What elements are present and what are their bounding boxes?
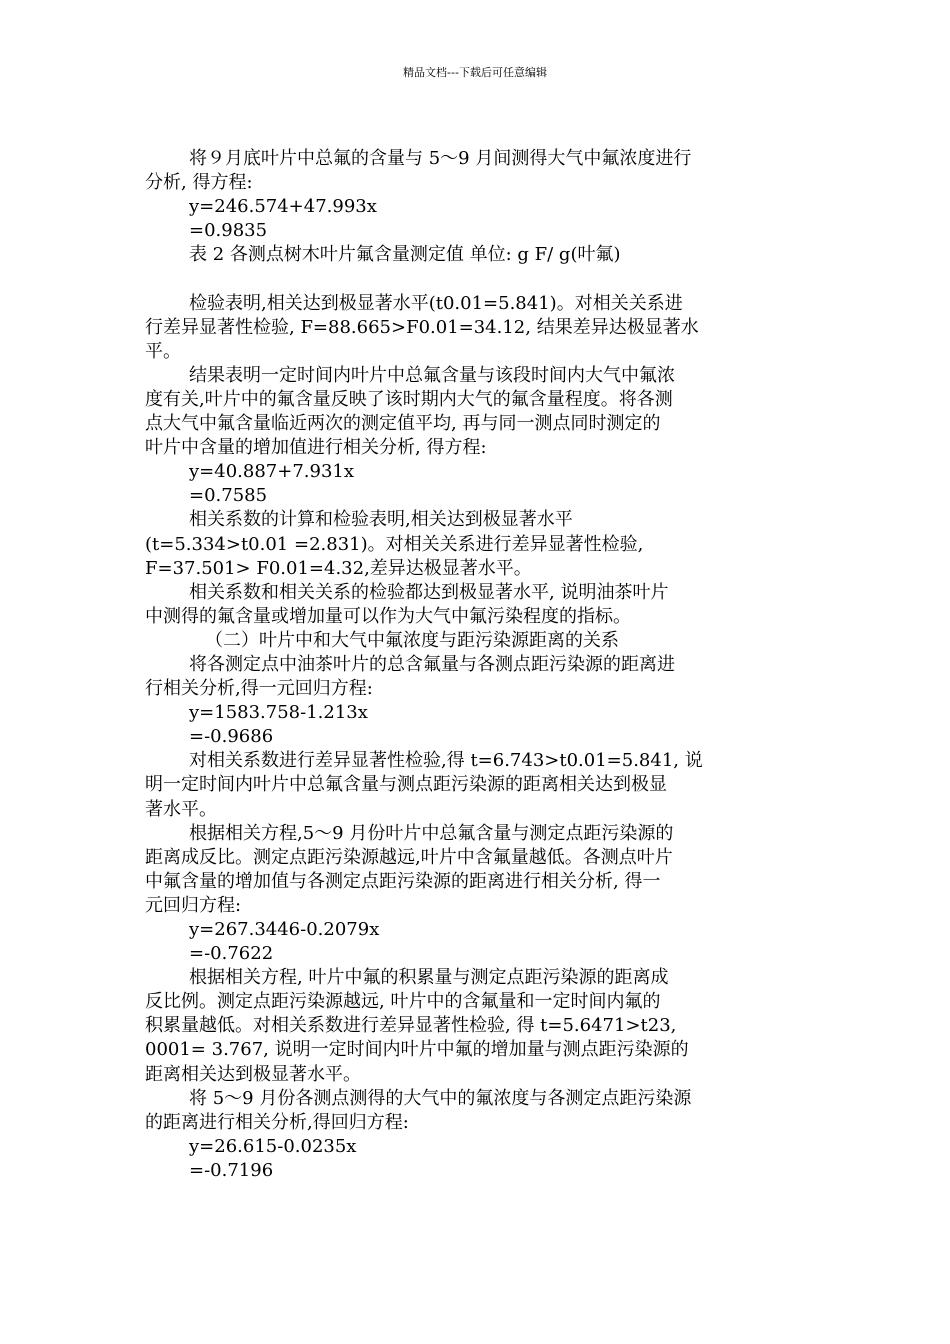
text-line: 表 2 各测点树木叶片氟含量测定值 单位: g F/ g(叶氟) (189, 244, 621, 266)
text-line: y=246.574+47.993x (189, 196, 377, 218)
text-line (145, 267, 815, 291)
text-line: =0.7585 (189, 485, 268, 507)
text-line: 的距离进行相关分析,得回归方程: (145, 1111, 409, 1133)
text-line: 元回归方程: (145, 894, 242, 916)
text-line: 距离相关达到极显著水平。 (145, 1063, 361, 1085)
text-line: 平。 (145, 340, 181, 362)
text-line: =0.9835 (189, 220, 268, 242)
text-line: 结果表明一定时间内叶片中总氟含量与该段时间内大气中氟浓 (189, 364, 675, 386)
text-line: =-0.7622 (189, 943, 274, 965)
text-line: (t=5.334>t0.01 =2.831)。对相关关系进行差异显著性检验, (145, 533, 644, 555)
text-line: 行差异显著性检验, F=88.665>F0.01=34.12, 结果差异达极显著水 (145, 316, 699, 338)
text-line: 将 5～9 月份各测点测得的大气中的氟浓度与各测定点距污染源 (189, 1087, 692, 1109)
text-line: 检验表明,相关达到极显著水平(t0.01=5.841)。对相关关系进 (189, 292, 683, 314)
text-line: 积累量越低。对相关系数进行差异显著性检验, 得 t=5.6471>t23, (145, 1015, 677, 1037)
text-line: F=37.501> F0.01=4.32,差异达极显著水平。 (145, 557, 532, 579)
text-line: 著水平。 (145, 798, 217, 820)
text-line: （二）叶片中和大气中氟浓度与距污染源距离的关系 (205, 629, 619, 651)
text-line: 相关系数和相关关系的检验都达到极显著水平, 说明油茶叶片 (189, 581, 669, 603)
text-line: =-0.7196 (189, 1159, 274, 1181)
page-header: 精品文档---下载后可任意编辑 (403, 66, 547, 79)
text-line: 根据相关方程, 叶片中氟的积累量与测定点距污染源的距离成 (189, 967, 669, 989)
text-line: y=26.615-0.0235x (189, 1135, 357, 1157)
text-line: y=40.887+7.931x (189, 461, 354, 483)
text-line: 点大气中氟含量临近两次的测定值平均, 再与同一测点同时测定的 (145, 413, 661, 435)
text-line: y=1583.758-1.213x (189, 702, 368, 724)
document-body (145, 147, 815, 1183)
text-line: 相关系数的计算和检验表明,相关达到极显著水平 (189, 509, 573, 531)
text-line: y=267.3446-0.2079x (189, 919, 380, 940)
text-line: 0001= 3.767, 说明一定时间内叶片中氟的增加量与测点距污染源的 (145, 1039, 689, 1061)
text-line: 将９月底叶片中总氟的含量与 5～9 月间测得大气中氟浓度进行 (189, 148, 692, 169)
text-line: 中测得的氟含量或增加量可以作为大气中氟污染程度的指标。 (145, 605, 631, 627)
text-line: 度有关,叶片中的氟含量反映了该时期内大气的氟含量程度。将各测 (145, 388, 673, 410)
text-line: 行相关分析,得一元回归方程: (145, 678, 373, 700)
text-line: 根据相关方程,5～9 月份叶片中总氟含量与测定点距污染源的 (189, 822, 674, 844)
text-line: 距离成反比。测定点距污染源越远,叶片中含氟量越低。各测点叶片 (145, 846, 673, 868)
text-line: 分析, 得方程: (145, 172, 253, 194)
text-line: 中氟含量的增加值与各测定点距污染源的距离进行相关分析, 得一 (145, 870, 661, 892)
text-line: 将各测定点中油茶叶片的总含氟量与各测点距污染源的距离进 (189, 653, 675, 675)
text-line: 明一定时间内叶片中总氟含量与测点距污染源的距离相关达到极显 (145, 774, 667, 796)
text-line: =-0.9686 (189, 726, 274, 748)
text-line: 反比例。测定点距污染源越远, 叶片中的含氟量和一定时间内氟的 (145, 991, 661, 1013)
text-line: 叶片中含量的增加值进行相关分析, 得方程: (145, 437, 487, 459)
text-line: 对相关系数进行差异显著性检验,得 t=6.743>t0.01=5.841, 说 (189, 750, 703, 772)
